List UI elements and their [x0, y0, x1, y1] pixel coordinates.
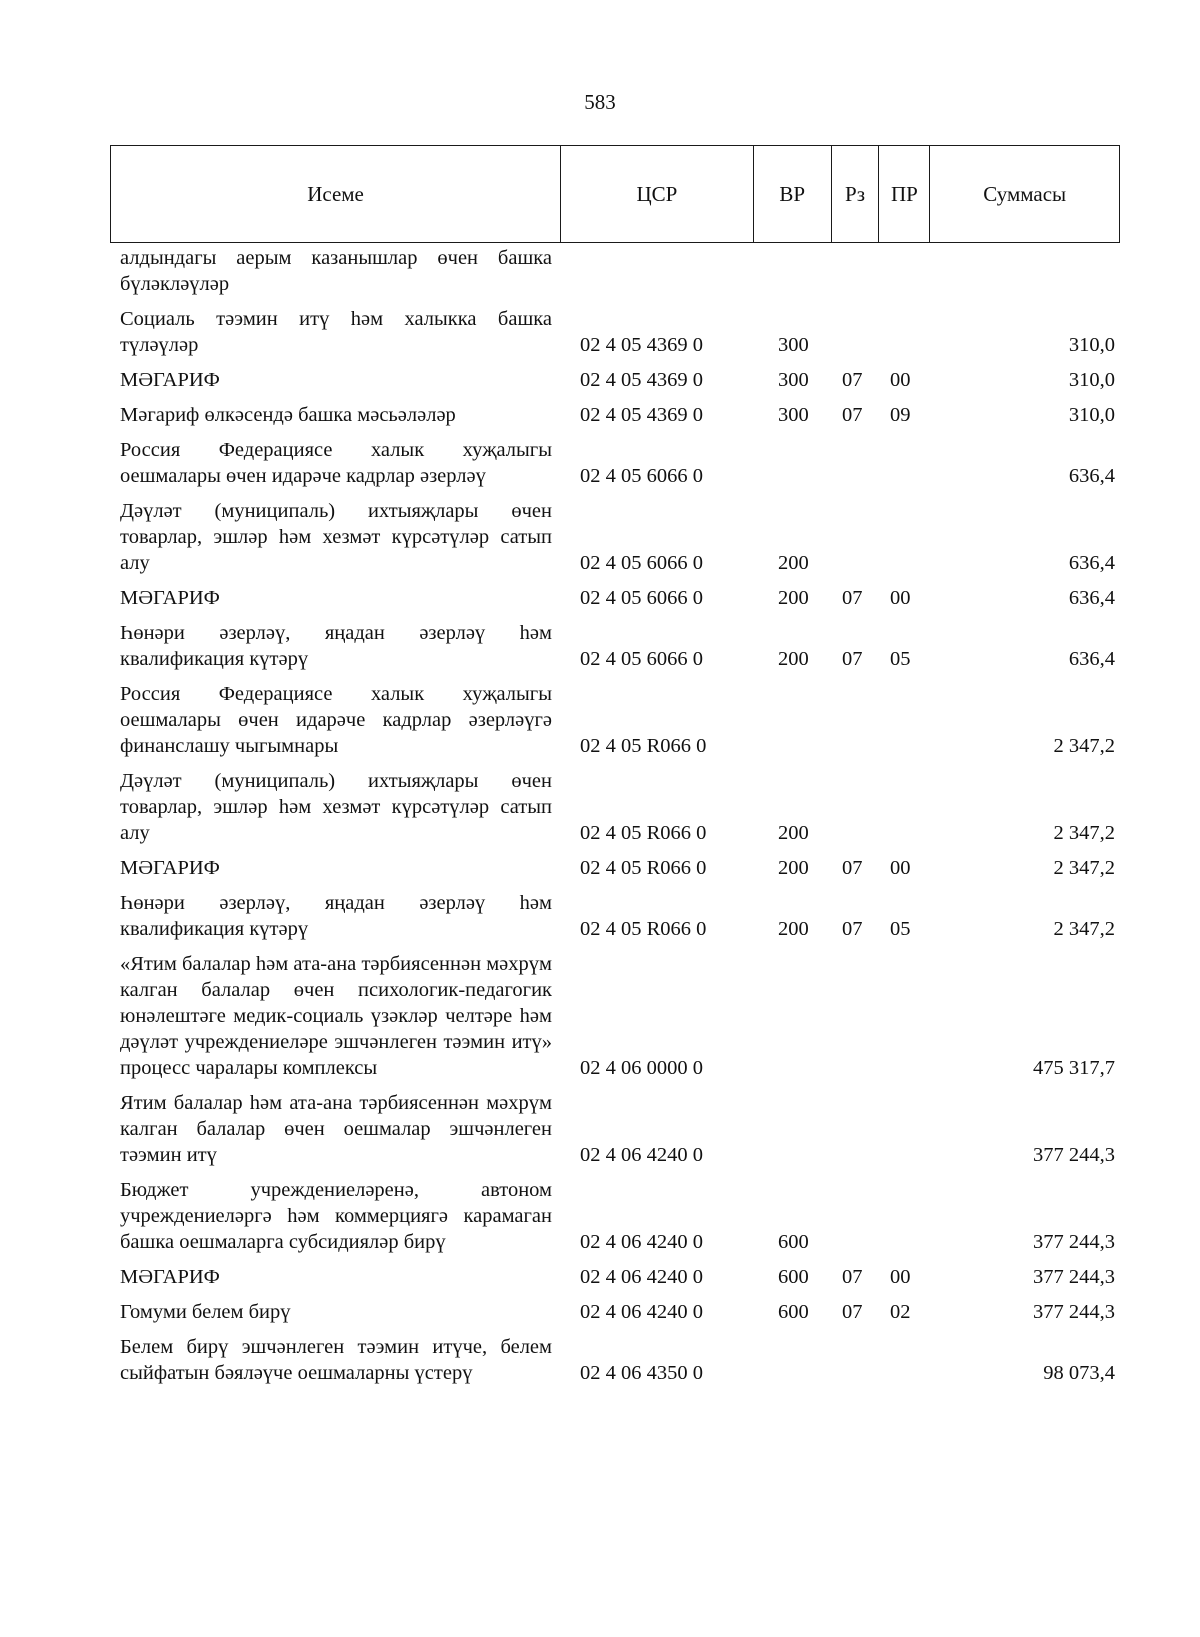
row-csr: 02 4 06 4240 0 — [580, 1144, 703, 1166]
row-sum: 2 347,2 — [1053, 735, 1115, 757]
row-pr: 00 — [890, 587, 911, 609]
table-row — [120, 768, 1115, 846]
row-csr: 02 4 06 4240 0 — [580, 1266, 703, 1288]
table-row — [120, 306, 1115, 358]
table-row — [120, 1264, 1115, 1290]
header-pr: ПР — [879, 146, 930, 242]
row-sum: 636,4 — [1068, 587, 1115, 609]
table-row — [120, 1177, 1115, 1255]
row-rz: 07 — [842, 918, 863, 940]
row-pr: 00 — [890, 369, 911, 391]
table-row — [120, 1334, 1115, 1386]
row-name: МӘГАРИФ — [120, 1266, 220, 1288]
header-sum: Суммасы — [983, 181, 1067, 206]
table-row — [120, 437, 1115, 489]
row-vr: 600 — [778, 1266, 809, 1288]
row-csr: 02 4 06 4240 0 — [580, 1301, 703, 1323]
page-number: 583 — [584, 90, 616, 114]
row-name: Социаль тәэмин итү һәм халыкка башка түләүләр — [120, 308, 552, 356]
table-row — [120, 855, 1115, 881]
row-csr: 02 4 05 6066 0 — [580, 587, 703, 609]
row-vr: 600 — [778, 1231, 809, 1253]
row-vr: 300 — [778, 334, 809, 356]
row-name: Россия Федерациясе халык хуҗалыгы оешмалары өчен идарәче кадрлар әзерләүгә финанслашу чыгымнары — [120, 683, 552, 757]
table-row — [120, 367, 1115, 393]
row-rz: 07 — [842, 369, 863, 391]
table-row — [120, 245, 1115, 297]
row-sum: 310,0 — [1068, 334, 1115, 356]
row-sum: 2 347,2 — [1053, 918, 1115, 940]
row-vr: 200 — [778, 857, 809, 879]
row-sum: 377 244,3 — [1033, 1144, 1115, 1166]
row-sum: 98 073,4 — [1043, 1362, 1115, 1384]
row-name: Белем бирү эшчәнлеген тәэмин итүче, белем сыйфатын бәяләүче оешмаларны үстерү — [120, 1336, 552, 1384]
row-vr: 200 — [778, 648, 809, 670]
header-csr: ЦСР — [561, 146, 754, 242]
header-vr: ВР — [754, 146, 832, 242]
row-csr: 02 4 05 6066 0 — [580, 552, 703, 574]
row-sum: 377 244,3 — [1033, 1301, 1115, 1323]
row-name: Россия Федерациясе халык хуҗалыгы оешмалары өчен идарәче кадрлар әзерләү — [120, 439, 552, 487]
table-row — [120, 585, 1115, 611]
table-row — [120, 498, 1115, 576]
row-rz: 07 — [842, 587, 863, 609]
row-sum: 636,4 — [1068, 465, 1115, 487]
row-pr: 00 — [890, 857, 911, 879]
row-csr: 02 4 05 6066 0 — [580, 648, 703, 670]
row-name: МӘГАРИФ — [120, 857, 220, 879]
row-name: МӘГАРИФ — [120, 587, 220, 609]
row-pr: 05 — [890, 648, 911, 670]
table-body — [120, 245, 1115, 1395]
row-rz: 07 — [842, 857, 863, 879]
table-row — [120, 1090, 1115, 1168]
row-sum: 636,4 — [1068, 648, 1115, 670]
row-sum: 2 347,2 — [1053, 857, 1115, 879]
table-row — [120, 681, 1115, 759]
row-name: Дәүләт (муниципаль) ихтыяҗлары өчен товарлар, эшләр һәм хезмәт күрсәтүләр сатып алу — [120, 770, 552, 844]
row-name: алдындагы аерым казанышлар өчен башка бүләкләүләр — [120, 247, 552, 295]
row-csr: 02 4 05 4369 0 — [580, 369, 703, 391]
row-pr: 00 — [890, 1266, 911, 1288]
row-pr: 05 — [890, 918, 911, 940]
row-name: Ятим балалар һәм ата-ана тәрбиясеннән мәхрүм калган балалар өчен оешмалар эшчәнлеген тәэмин итү — [120, 1092, 552, 1166]
row-name: Дәүләт (муниципаль) ихтыяҗлары өчен товарлар, эшләр һәм хезмәт күрсәтүләр сатып алу — [120, 500, 552, 574]
row-csr: 02 4 05 R066 0 — [580, 918, 707, 940]
table-row — [120, 1299, 1115, 1325]
row-sum: 377 244,3 — [1033, 1231, 1115, 1253]
row-vr: 600 — [778, 1301, 809, 1323]
row-name: Мәгариф өлкәсендә башка мәсьәләләр — [120, 404, 456, 426]
row-rz: 07 — [842, 1301, 863, 1323]
row-rz: 07 — [842, 1266, 863, 1288]
row-name: «Ятим балалар һәм ата-ана тәрбиясеннән мәхрүм калган балалар өчен психологик-педагогик юнәлештәге медик-социаль үзәкләр челтәре һәм дәүләт учреждениеләре эшчәнлеген тәэмин итү» процесс чаралары комплексы — [120, 953, 552, 1079]
table-row — [120, 620, 1115, 672]
row-sum: 310,0 — [1068, 369, 1115, 391]
table-header — [110, 145, 1120, 243]
row-csr: 02 4 05 R066 0 — [580, 822, 707, 844]
row-vr: 200 — [778, 822, 809, 844]
table-row — [120, 951, 1115, 1081]
row-rz: 07 — [842, 404, 863, 426]
row-name: Гомуми белем бирү — [120, 1301, 291, 1323]
table-row — [120, 890, 1115, 942]
row-sum: 636,4 — [1068, 552, 1115, 574]
row-name: Бюджет учреждениеләренә, автоном учреждениеләргә һәм коммерциягә карамаган башка оешмаларга субсидияләр бирү — [120, 1179, 552, 1253]
row-name: Һөнәри әзерләү, яңадан әзерләү һәм квалификация күтәрү — [120, 892, 552, 940]
row-csr: 02 4 05 R066 0 — [580, 857, 707, 879]
row-csr: 02 4 06 4240 0 — [580, 1231, 703, 1253]
header-rz: Рз — [832, 146, 880, 242]
row-name: МӘГАРИФ — [120, 369, 220, 391]
row-sum: 475 317,7 — [1033, 1057, 1115, 1079]
row-vr: 200 — [778, 552, 809, 574]
row-csr: 02 4 05 R066 0 — [580, 735, 707, 757]
row-vr: 300 — [778, 404, 809, 426]
row-pr: 09 — [890, 404, 911, 426]
row-csr: 02 4 05 4369 0 — [580, 334, 703, 356]
row-vr: 200 — [778, 918, 809, 940]
row-pr: 02 — [890, 1301, 911, 1323]
row-sum: 377 244,3 — [1033, 1266, 1115, 1288]
row-sum: 310,0 — [1068, 404, 1115, 426]
row-vr: 300 — [778, 369, 809, 391]
row-name: Һөнәри әзерләү, яңадан әзерләү һәм квалификация күтәрү — [120, 622, 552, 670]
row-sum: 2 347,2 — [1053, 822, 1115, 844]
row-vr: 200 — [778, 587, 809, 609]
table-row — [120, 402, 1115, 428]
header-name: Исеме — [111, 146, 561, 242]
row-csr: 02 4 06 0000 0 — [580, 1057, 703, 1079]
row-csr: 02 4 05 4369 0 — [580, 404, 703, 426]
row-csr: 02 4 06 4350 0 — [580, 1362, 703, 1384]
row-csr: 02 4 05 6066 0 — [580, 465, 703, 487]
row-rz: 07 — [842, 648, 863, 670]
